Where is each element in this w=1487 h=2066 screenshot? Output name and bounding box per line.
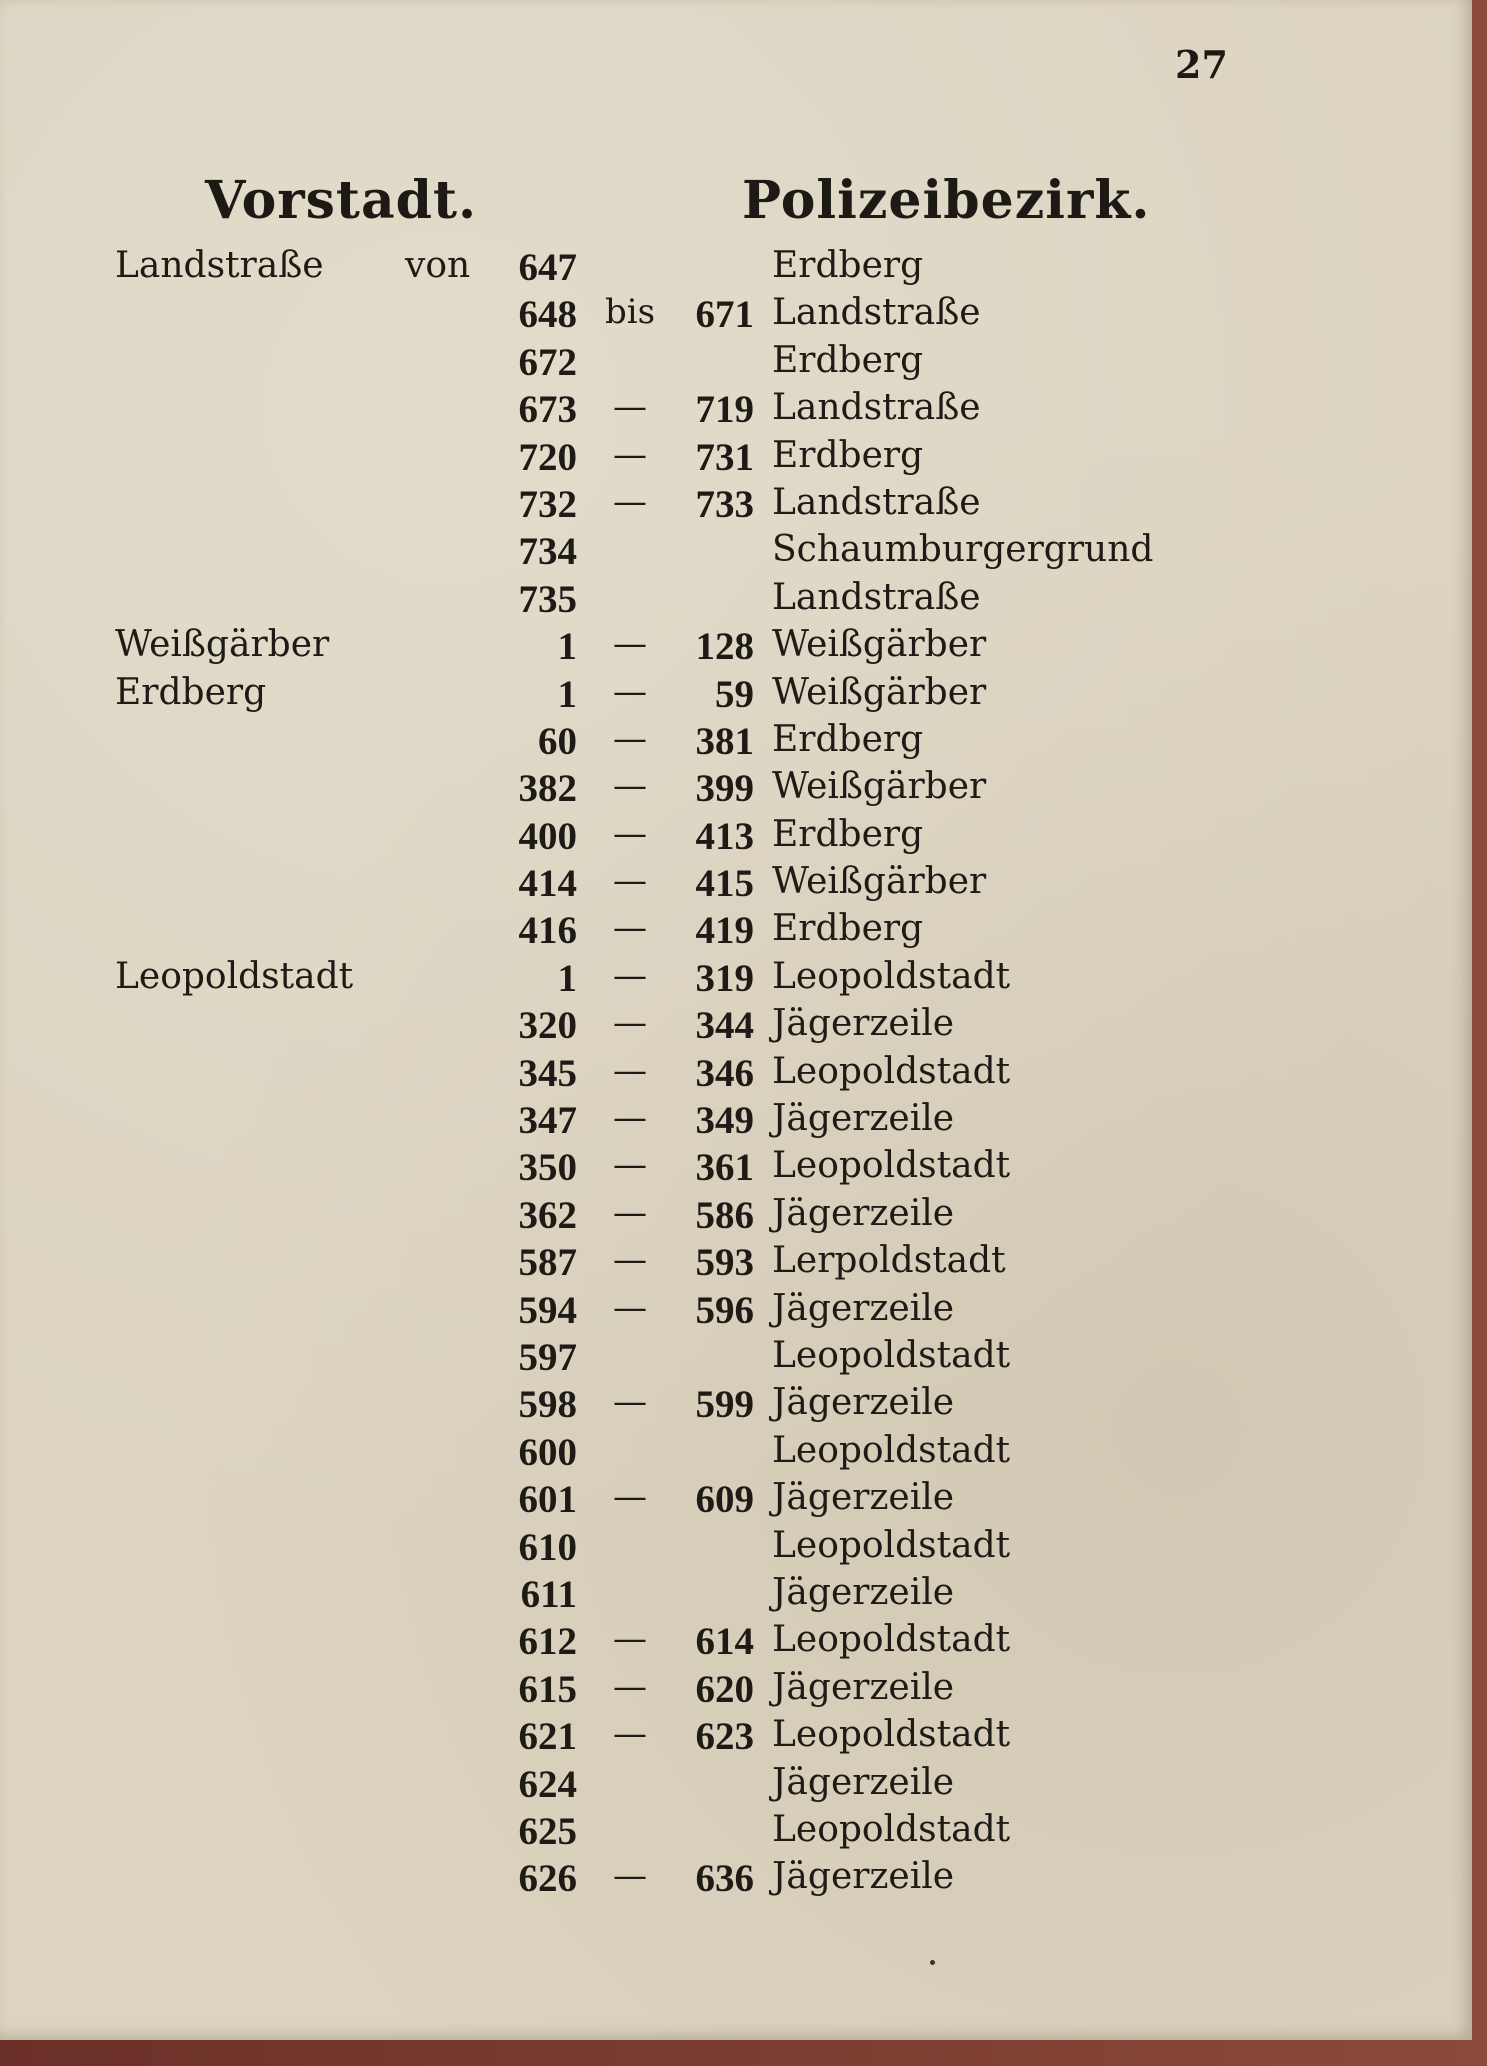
range-start: 625	[518, 1809, 577, 1853]
range-start: 601	[518, 1478, 577, 1522]
range-start: 597	[518, 1335, 577, 1379]
table-row	[0, 1714, 1472, 1761]
range-start: 624	[518, 1762, 577, 1806]
table-row	[0, 1335, 1472, 1382]
table-row	[0, 1572, 1472, 1619]
range-end: 599	[695, 1383, 754, 1427]
table-row	[0, 1762, 1472, 1809]
polizeibezirk-cell: Jägerzeile	[772, 1098, 955, 1140]
polizeibezirk-cell: Jägerzeile	[772, 1856, 955, 1898]
polizeibezirk-cell: Jägerzeile	[772, 1761, 955, 1803]
range-end: 419	[695, 909, 754, 953]
polizeibezirk-cell: Erdberg	[772, 245, 924, 286]
polizeibezirk-cell: Leopoldstadt	[772, 1524, 1011, 1566]
table-row	[0, 1477, 1472, 1524]
range-end: 399	[695, 767, 754, 811]
ink-speck	[930, 1960, 935, 1965]
polizeibezirk-cell: Leopoldstadt	[772, 1429, 1011, 1471]
column-header-vorstadt: Vorstadt.	[205, 170, 478, 231]
range-separator: —	[613, 1666, 647, 1707]
table-row	[0, 1856, 1472, 1903]
range-start: 382	[518, 767, 577, 811]
range-start: 735	[518, 577, 577, 621]
polizeibezirk-cell: Weißgärber	[772, 671, 987, 713]
polizeibezirk-cell: Landstraße	[772, 292, 981, 334]
table-row	[0, 624, 1472, 671]
polizeibezirk-cell: Leopoldstadt	[772, 1714, 1011, 1756]
polizeibezirk-cell: Landstraße	[772, 387, 981, 429]
polizeibezirk-cell: Leopoldstadt	[772, 1619, 1011, 1661]
range-separator: —	[613, 813, 647, 854]
von-cell: von	[405, 245, 471, 286]
polizeibezirk-cell: Jägerzeile	[772, 1666, 955, 1708]
range-start: 587	[518, 1241, 577, 1285]
range-start: 416	[518, 909, 577, 953]
polizeibezirk-cell: Jägerzeile	[772, 1192, 955, 1234]
range-separator: —	[613, 718, 647, 759]
polizeibezirk-cell: Leopoldstadt	[772, 955, 1011, 997]
range-separator: —	[613, 1619, 647, 1660]
range-separator: bis	[604, 292, 656, 333]
vorstadt-cell: Erdberg	[115, 671, 267, 713]
range-end: 361	[695, 1146, 754, 1190]
polizeibezirk-cell: Weißgärber	[772, 861, 987, 903]
range-start: 594	[518, 1288, 577, 1332]
range-start: 720	[518, 435, 577, 479]
range-end: 636	[695, 1857, 754, 1901]
table-row	[0, 577, 1472, 624]
page-number: 27	[1175, 42, 1228, 87]
table-row	[0, 1098, 1472, 1145]
table-row	[0, 814, 1472, 861]
table-row	[0, 1288, 1472, 1335]
range-start: 600	[518, 1430, 577, 1474]
table-row	[0, 1525, 1472, 1572]
polizeibezirk-cell: Lerpoldstadt	[772, 1240, 1006, 1282]
range-start: 672	[518, 340, 577, 384]
table-row	[0, 529, 1472, 576]
polizeibezirk-cell: Jägerzeile	[772, 1477, 955, 1519]
range-start: 647	[518, 246, 577, 289]
table-row	[0, 766, 1472, 813]
range-end: 586	[695, 1193, 754, 1237]
table-row	[0, 908, 1472, 955]
vorstadt-cell: Weißgärber	[115, 624, 330, 666]
range-separator: —	[613, 1145, 647, 1186]
range-end: 620	[695, 1667, 754, 1711]
range-end: 593	[695, 1241, 754, 1285]
range-end: 415	[695, 862, 754, 906]
range-start: 732	[518, 482, 577, 526]
range-start: 673	[518, 388, 577, 432]
range-separator: —	[613, 955, 647, 996]
polizeibezirk-cell: Leopoldstadt	[772, 1050, 1011, 1092]
range-start: 615	[518, 1667, 577, 1711]
range-end: 59	[715, 672, 754, 716]
table-row	[0, 1051, 1472, 1098]
range-start: 1	[557, 672, 577, 716]
range-separator: —	[613, 1050, 647, 1091]
range-start: 612	[518, 1620, 577, 1664]
range-end: 381	[695, 719, 754, 763]
range-start: 598	[518, 1383, 577, 1427]
polizeibezirk-cell: Landstraße	[772, 576, 981, 618]
range-separator: —	[613, 1714, 647, 1755]
range-separator: —	[613, 434, 647, 475]
polizeibezirk-cell: Erdberg	[772, 813, 924, 855]
range-start: 414	[518, 862, 577, 906]
table-row	[0, 1003, 1472, 1050]
range-separator: —	[613, 1382, 647, 1423]
range-separator: —	[613, 1098, 647, 1139]
table-row	[0, 1382, 1472, 1429]
range-separator: —	[613, 861, 647, 902]
range-end: 719	[695, 388, 754, 432]
polizeibezirk-cell: Landstraße	[772, 481, 981, 523]
range-start: 400	[518, 814, 577, 858]
table-row	[0, 292, 1472, 339]
range-separator: —	[613, 1192, 647, 1233]
table-row	[0, 1145, 1472, 1192]
range-start: 362	[518, 1193, 577, 1237]
address-table	[0, 245, 1472, 1904]
table-row	[0, 245, 1472, 292]
polizeibezirk-cell: Leopoldstadt	[772, 1145, 1011, 1187]
range-end: 671	[695, 293, 754, 337]
table-row	[0, 1193, 1472, 1240]
polizeibezirk-cell: Erdberg	[772, 339, 924, 381]
range-start: 60	[538, 719, 577, 763]
range-start: 345	[518, 1051, 577, 1095]
table-row	[0, 1667, 1472, 1714]
polizeibezirk-cell: Leopoldstadt	[772, 1334, 1011, 1376]
range-separator: —	[613, 1477, 647, 1518]
range-end: 128	[695, 625, 754, 669]
range-end: 596	[695, 1288, 754, 1332]
table-row	[0, 956, 1472, 1003]
table-row	[0, 719, 1472, 766]
table-row	[0, 387, 1472, 434]
polizeibezirk-cell: Jägerzeile	[772, 1287, 955, 1329]
polizeibezirk-cell: Erdberg	[772, 434, 924, 476]
range-end: 731	[695, 435, 754, 479]
range-start: 350	[518, 1146, 577, 1190]
range-end: 344	[695, 1004, 754, 1048]
table-row	[0, 861, 1472, 908]
range-start: 610	[518, 1525, 577, 1569]
polizeibezirk-cell: Jägerzeile	[772, 1003, 955, 1045]
range-start: 734	[518, 530, 577, 574]
range-end: 413	[695, 814, 754, 858]
table-row	[0, 672, 1472, 719]
table-row	[0, 1619, 1472, 1666]
range-separator: —	[613, 908, 647, 949]
range-separator: —	[613, 481, 647, 522]
vorstadt-cell: Landstraße	[115, 245, 324, 286]
range-start: 621	[518, 1715, 577, 1759]
range-separator: —	[613, 766, 647, 807]
range-separator: —	[613, 1003, 647, 1044]
column-header-polizeibezirk: Polizeibezirk.	[742, 170, 1151, 231]
range-end: 319	[695, 956, 754, 1000]
range-separator: —	[613, 1240, 647, 1281]
range-separator: —	[613, 671, 647, 712]
range-end: 623	[695, 1715, 754, 1759]
polizeibezirk-cell: Jägerzeile	[772, 1382, 955, 1424]
polizeibezirk-cell: Erdberg	[772, 718, 924, 760]
range-start: 1	[557, 956, 577, 1000]
table-row	[0, 1809, 1472, 1856]
range-separator: —	[613, 1856, 647, 1897]
range-start: 626	[518, 1857, 577, 1901]
range-start: 611	[520, 1572, 577, 1616]
table-row	[0, 340, 1472, 387]
table-row	[0, 1430, 1472, 1477]
polizeibezirk-cell: Schaumburgergrund	[772, 529, 1154, 571]
range-separator: —	[613, 624, 647, 665]
range-separator: —	[613, 387, 647, 428]
vorstadt-cell: Leopoldstadt	[115, 955, 354, 997]
range-end: 346	[695, 1051, 754, 1095]
range-separator: —	[613, 1287, 647, 1328]
range-start: 648	[518, 293, 577, 337]
range-start: 320	[518, 1004, 577, 1048]
range-start: 1	[557, 625, 577, 669]
polizeibezirk-cell: Erdberg	[772, 908, 924, 950]
range-end: 733	[695, 482, 754, 526]
range-start: 347	[518, 1099, 577, 1143]
range-end: 609	[695, 1478, 754, 1522]
range-end: 349	[695, 1099, 754, 1143]
table-row	[0, 1240, 1472, 1287]
table-row	[0, 435, 1472, 482]
polizeibezirk-cell: Leopoldstadt	[772, 1808, 1011, 1850]
table-row	[0, 482, 1472, 529]
range-end: 614	[695, 1620, 754, 1664]
polizeibezirk-cell: Jägerzeile	[772, 1571, 955, 1613]
polizeibezirk-cell: Weißgärber	[772, 766, 987, 808]
polizeibezirk-cell: Weißgärber	[772, 624, 987, 666]
